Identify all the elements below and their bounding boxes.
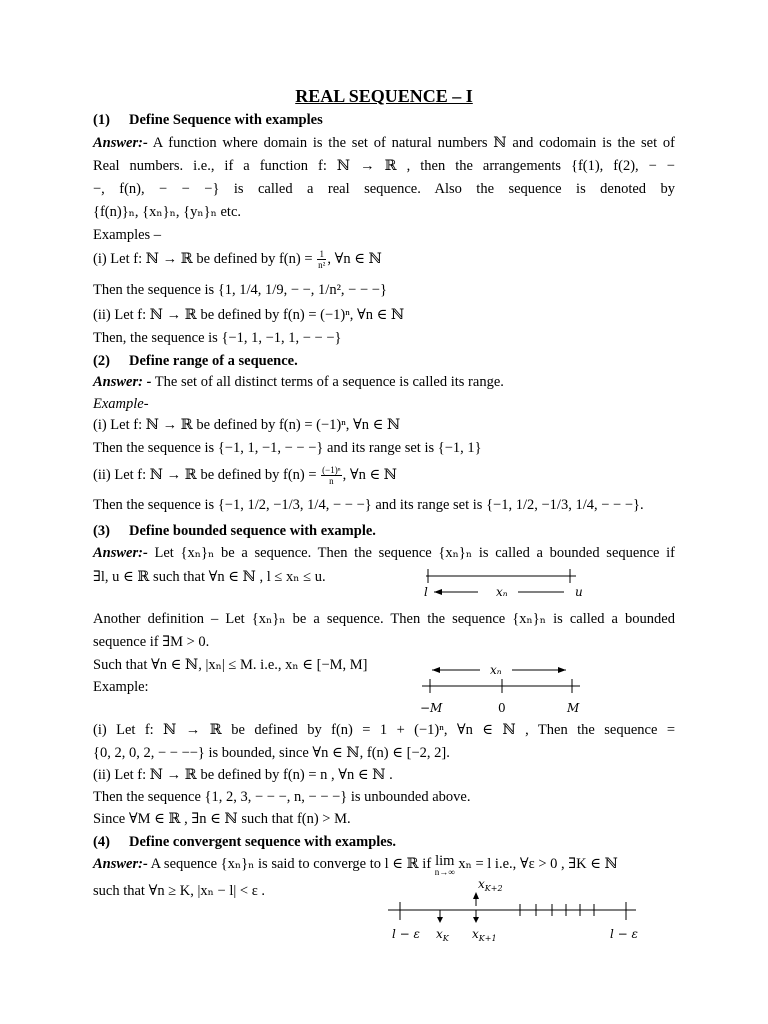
diagram-xk-label: $x_K$ xyxy=(436,927,449,943)
q2-example-2-sequence: Then the sequence is {−1, 1/2, −1/3, 1/4, − − −} and its range set is {−1, 1/2, −1/3, 1/4, − − −}. xyxy=(93,497,644,513)
q2-e2a-text: (ii) Let f: ℕ → ℝ be defined by f(n) = xyxy=(93,466,321,483)
q1-example-1-definition xyxy=(93,249,382,270)
diagram-neg-m-label: −M xyxy=(420,701,443,715)
q3-answer-label: Answer:- xyxy=(93,545,148,561)
question-4-text: Define convergent sequence with examples. xyxy=(129,834,396,850)
q1-examples-heading: Examples – xyxy=(93,227,162,243)
fraction-numerator: (−1)ⁿ xyxy=(322,465,341,475)
q1-answer-line-1 xyxy=(93,134,675,152)
q1-answer-l1: A function where domain is the set of natural numbers ℕ and codomain is the set of xyxy=(152,135,675,151)
diagram-xk1-label: $x_{K+1}$ xyxy=(472,927,497,943)
q3-example-1-sequence: {0, 2, 0, 2, − − −−} is bounded, since ∀n ∈ ℕ, f(n) ∈ [−2, 2]. xyxy=(93,745,450,761)
q1-answer-label: Answer:- xyxy=(93,135,148,151)
question-2-text: Define range of a sequence. xyxy=(129,353,298,369)
question-3-heading xyxy=(93,522,376,540)
q1-e1a-text: (i) Let f: ℕ → ℝ be defined by f(n) = xyxy=(93,250,317,267)
q3-answer-line-1 xyxy=(93,544,675,562)
diagram-xn-label: xₙ xyxy=(496,585,508,599)
q2-example-heading: Example- xyxy=(93,396,149,412)
q4-answer-l1b: xₙ = l i.e., ∀ε > 0 , ∃K ∈ ℕ xyxy=(458,856,618,872)
q2-e2a-end: , ∀n ∈ ℕ xyxy=(342,466,398,483)
question-1-text: Define Sequence with examples xyxy=(129,112,323,128)
fraction-denominator: n² xyxy=(318,260,326,270)
question-2-heading xyxy=(93,352,298,370)
q3-answer-l1: Let {xₙ}ₙ be a sequence. Then the sequence {xₙ}ₙ is called a bounded sequence if xyxy=(154,545,675,561)
q2-example-2-definition xyxy=(93,465,397,486)
q3-example-1-definition: (i) Let f: ℕ → ℝ be defined by f(n) = 1 + (−1)ⁿ, ∀n ∈ ℕ , Then the sequence = xyxy=(93,722,675,738)
symmetric-bound-diagram xyxy=(420,662,590,718)
diagram-lower-bound-label: l xyxy=(424,585,428,599)
diagram-xk2-label: $x_{K+2}$ xyxy=(478,877,503,893)
q3-example-2-sequence: Then the sequence {1, 2, 3, − − −, n, − − −} is unbounded above. xyxy=(93,789,471,805)
q2-answer-line-1 xyxy=(93,373,504,391)
q1-answer-line-4: {f(n)}ₙ, {xₙ}ₙ, {yₙ}ₙ etc. xyxy=(93,204,242,220)
question-4-heading xyxy=(93,833,396,851)
question-3-number: (3) xyxy=(93,523,110,539)
q2-example-1-definition: (i) Let f: ℕ → ℝ be defined by f(n) = (−1)ⁿ, ∀n ∈ ℕ xyxy=(93,417,401,433)
diagram-upper-bound-label: u xyxy=(575,585,583,599)
diagram-xn-label: xₙ xyxy=(490,663,502,677)
q3-answer-line-4: sequence if ∃M > 0. xyxy=(93,634,210,650)
q3-example-2-definition: (ii) Let f: ℕ → ℝ be defined by f(n) = n , ∀n ∈ ℕ . xyxy=(93,767,393,783)
q3-answer-line-2: ∃l, u ∈ ℝ such that ∀n ∈ ℕ , l ≤ xₙ ≤ u. xyxy=(93,569,326,585)
q1-answer-line-3: −, f(n), − − −} is called a real sequence. Also the sequence is denoted by xyxy=(93,181,675,197)
q3-example-2-reason: Since ∀M ∈ ℝ , ∃n ∈ ℕ such that f(n) > M. xyxy=(93,811,351,827)
q1-example-2-definition: (ii) Let f: ℕ → ℝ be defined by f(n) = (−1)ⁿ, ∀n ∈ ℕ xyxy=(93,307,405,323)
diagram-zero-label: 0 xyxy=(498,701,506,715)
q2-example-1-sequence: Then the sequence is {−1, 1, −1, − − −} and its range set is {−1, 1} xyxy=(93,440,482,456)
bounded-interval-diagram xyxy=(420,566,585,602)
q2-answer-l1: The set of all distinct terms of a sequence is called its range. xyxy=(154,374,504,390)
diagram-m-label: M xyxy=(567,701,580,715)
question-1-number: (1) xyxy=(93,112,110,128)
fraction-numerator: 1 xyxy=(317,249,326,260)
q3-answer-line-5: Such that ∀n ∈ ℕ, |xₙ| ≤ M. i.e., xₙ ∈ [−M, M] xyxy=(93,657,368,673)
q4-answer-l1a: A sequence {xₙ}ₙ is said to converge to l ∈ ℝ if xyxy=(150,856,432,872)
limit-word: lim xyxy=(435,853,455,869)
limit-operator xyxy=(435,855,455,877)
q1-answer-line-2: Real numbers. i.e., if a function f: ℕ → ℝ , then the arrangements {f(1), f(2), − − xyxy=(93,158,675,174)
q3-example-heading: Example: xyxy=(93,679,149,695)
diagram-l-minus-eps-right: l − ε xyxy=(610,927,638,941)
document-title: REAL SEQUENCE – I xyxy=(295,86,473,106)
diagram-l-minus-eps-left: l − ε xyxy=(392,927,420,941)
q1-e1a-end: , ∀n ∈ ℕ xyxy=(327,250,382,267)
fraction-denominator: n xyxy=(329,476,334,486)
fraction-1-over-n-squared xyxy=(317,249,326,270)
question-1-heading xyxy=(93,111,323,129)
question-4-number: (4) xyxy=(93,834,110,850)
q4-answer-line-1 xyxy=(93,855,675,877)
limit-subscript: n→∞ xyxy=(434,867,455,877)
q1-example-1-sequence: Then the sequence is {1, 1/4, 1/9, − −, 1/n², − − −} xyxy=(93,282,387,298)
q2-answer-label: Answer: - xyxy=(93,374,152,390)
question-2-number: (2) xyxy=(93,353,110,369)
q1-example-2-sequence: Then, the sequence is {−1, 1, −1, 1, − − −} xyxy=(93,330,342,346)
q4-answer-line-2: such that ∀n ≥ K, |xₙ − l| < ε . xyxy=(93,883,266,899)
convergence-diagram xyxy=(380,876,650,946)
question-3-text: Define bounded sequence with example. xyxy=(129,523,376,539)
fraction-neg1-pow-n-over-n xyxy=(321,465,341,486)
q3-answer-line-3: Another definition – Let {xₙ}ₙ be a sequence. Then the sequence {xₙ}ₙ is called a bounded xyxy=(93,611,675,627)
q4-answer-label: Answer:- xyxy=(93,856,148,872)
